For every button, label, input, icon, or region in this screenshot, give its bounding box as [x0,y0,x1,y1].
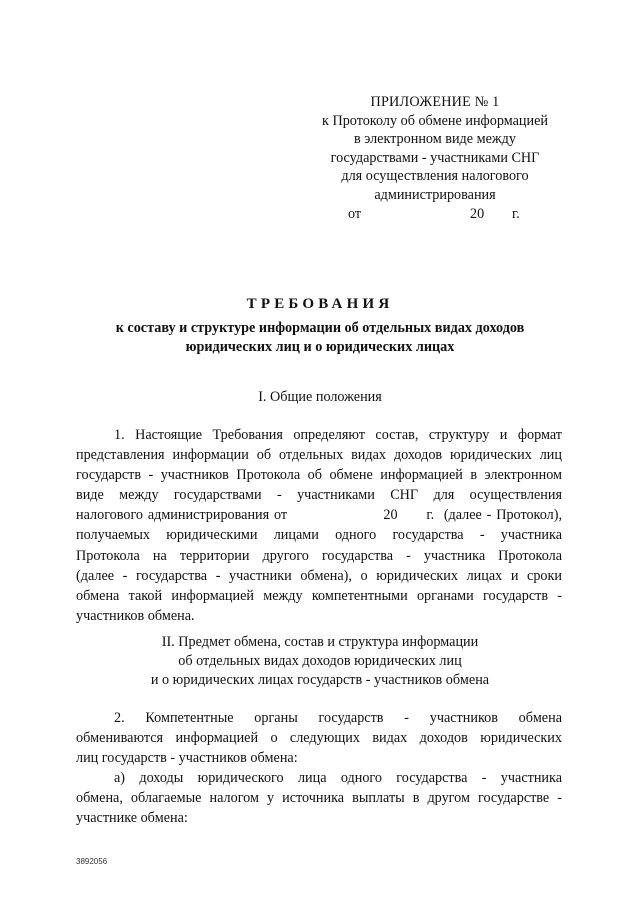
appendix-heading: ПРИЛОЖЕНИЕ № 1 [370,94,500,110]
paragraph-line: 1. Настоящие Требования определяют состав, структуру и формат [114,427,562,443]
date-from-label: от [348,205,362,222]
subtitle-line: юридических лиц и о юридических лицах [185,338,455,355]
paragraph-line: виде между государствами - участниками СНГ для осуществления [76,487,562,504]
section-2-heading [80,633,560,690]
paragraph-line: получаемых юридическими лицами одного государства - участника [76,527,562,544]
paragraph-line: представления информации об отдельных видах доходов юридических лиц [76,447,562,464]
paragraph-line: государств - участников Протокола об обмене информацией в электронном [76,467,562,484]
paragraph-line: 2. Компетентные органы государств - участников обмена [114,710,562,726]
paragraph-line: (далее - государства - участники обмена), о юридических лицах и сроки [76,567,562,584]
paragraph-line: налогового администрирования от 20 г. (далее - Протокол), [76,507,562,524]
appendix-block [300,93,570,224]
paragraph-line: Протокола на территории другого государства - участника Протокола [76,547,562,564]
paragraph-line: а) доходы юридического лица одного государства - участника [114,770,562,786]
appendix-line: администрирования [374,186,496,203]
date-suffix: г. [512,205,520,222]
date-year: 20 [470,205,485,222]
subtitle-line: к составу и структуре информации об отдельных видах доходов [115,320,525,336]
paragraph-2 [76,708,562,768]
appendix-line: государствами - участниками СНГ [330,149,540,166]
paragraph-line: лиц государств - участников обмена: [76,750,298,767]
paragraph-line: обмена, облагаемые налогом у источника выплаты в другом государстве - [76,790,562,807]
appendix-line: в электронном виде между [354,131,516,148]
appendix-line: к Протоколу об обмене информацией [322,112,548,129]
appendix-date-line [300,205,570,224]
paragraph-1 [76,425,562,626]
section-2-heading-line: об отдельных видах доходов юридических лиц [178,653,462,669]
item-a [76,768,562,828]
document-number: 3892056 [76,857,108,866]
section-1-heading: I. Общие положения [258,389,382,405]
document-subtitle [90,319,550,356]
section-2-heading-line: II. Предмет обмена, состав и структура информации [161,634,479,650]
paragraph-line: обмена такой информацией между компетентными органами государств - [76,587,562,604]
paragraph-line: участников обмена. [76,607,195,624]
paragraph-line: участнике обмена: [76,810,188,827]
appendix-line: для осуществления налогового [341,168,529,185]
paragraph-line: обмениваются информацией о следующих видах доходов юридических [76,730,562,747]
section-2-heading-line: и о юридических лицах государств - участников обмена [150,672,490,688]
document-title: ТРЕБОВАНИЯ [246,296,394,312]
